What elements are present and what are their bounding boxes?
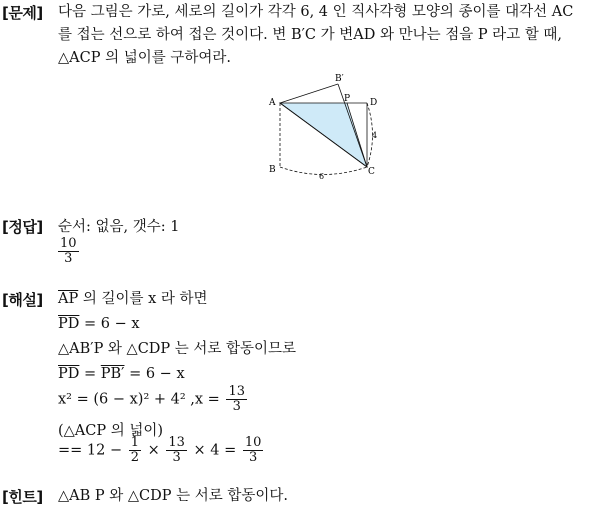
hint-tag: [힌트] (2, 488, 43, 506)
solution-line-1-text: 의 길이를 x 라 하면 (78, 291, 208, 307)
base-denominator: 3 (172, 450, 181, 465)
times-1: × (143, 442, 165, 459)
answer-order-text: 순서: 없음, 갯수: 1 (58, 219, 180, 235)
label-p: P (344, 94, 351, 104)
label-b: B (269, 165, 276, 175)
solution-line-5 (58, 385, 249, 414)
solution-line-4 (58, 364, 185, 384)
problem-line-3: △ACP 의 넓이를 구하여라. (58, 50, 231, 66)
answer-denominator: 3 (64, 251, 73, 266)
answer-fraction (58, 237, 81, 266)
problem-line-1: 다음 그림은 가로, 세로의 길이가 각각 6, 4 인 직사각형 모양의 종이를 대각선 AC (58, 4, 574, 20)
solution-line-7-prefix: == 12 − (58, 442, 127, 459)
x-value-denominator: 3 (232, 399, 241, 414)
folded-rectangle-figure (262, 70, 392, 185)
segment-ap: $\overline{AP}$ (58, 291, 79, 307)
label-six: 6 (319, 172, 325, 181)
area-numerator: 10 (244, 435, 262, 450)
solution-line-7 (58, 436, 265, 465)
solution-line-4-eq: = (79, 366, 101, 382)
segment-pd: $\overline{PD}$ (58, 316, 80, 332)
label-d: D (370, 98, 378, 108)
answer-tag: [정답] (2, 218, 43, 236)
solution-line-5-text: x² = (6 − x)² + 4² ,x = (58, 391, 225, 408)
problem-line-2: 를 접는 선으로 하여 접은 것이다. 변 B′C 가 변AD 와 만나는 점을 P 라고 할 때, (58, 27, 563, 43)
solution-line-3: △AB′P 와 △CDP 는 서로 합동이므로 (58, 341, 297, 357)
solution-line-2 (58, 314, 140, 334)
solution-line-6: (△ACP 의 넓이) (58, 423, 164, 439)
hint-text: △AB P 와 △CDP 는 서로 합동이다. (58, 488, 288, 504)
area-denominator: 3 (249, 450, 258, 465)
problem-tag: [문제] (2, 4, 43, 22)
half-numerator: 1 (130, 435, 140, 450)
solution-line-4-text: = 6 − x (124, 366, 185, 382)
times-2: × 4 = (188, 442, 241, 459)
segment-pd-2: $\overline{PD}$ (58, 366, 80, 382)
label-a: A (269, 98, 276, 108)
base-numerator: 13 (168, 435, 185, 450)
segment-pbprime: PB′ (100, 366, 125, 382)
answer-numerator: 10 (60, 236, 77, 251)
label-b-prime: B′ (335, 74, 344, 84)
half-denominator: 2 (130, 450, 140, 465)
x-value-numerator: 13 (228, 384, 245, 399)
edge-a-bprime (280, 84, 338, 103)
label-c: C (368, 167, 375, 177)
solution-line-1 (58, 289, 208, 309)
solution-line-2-text: = 6 − x (79, 316, 140, 332)
label-four: 4 (372, 131, 378, 140)
solution-tag: [해설] (2, 291, 43, 309)
